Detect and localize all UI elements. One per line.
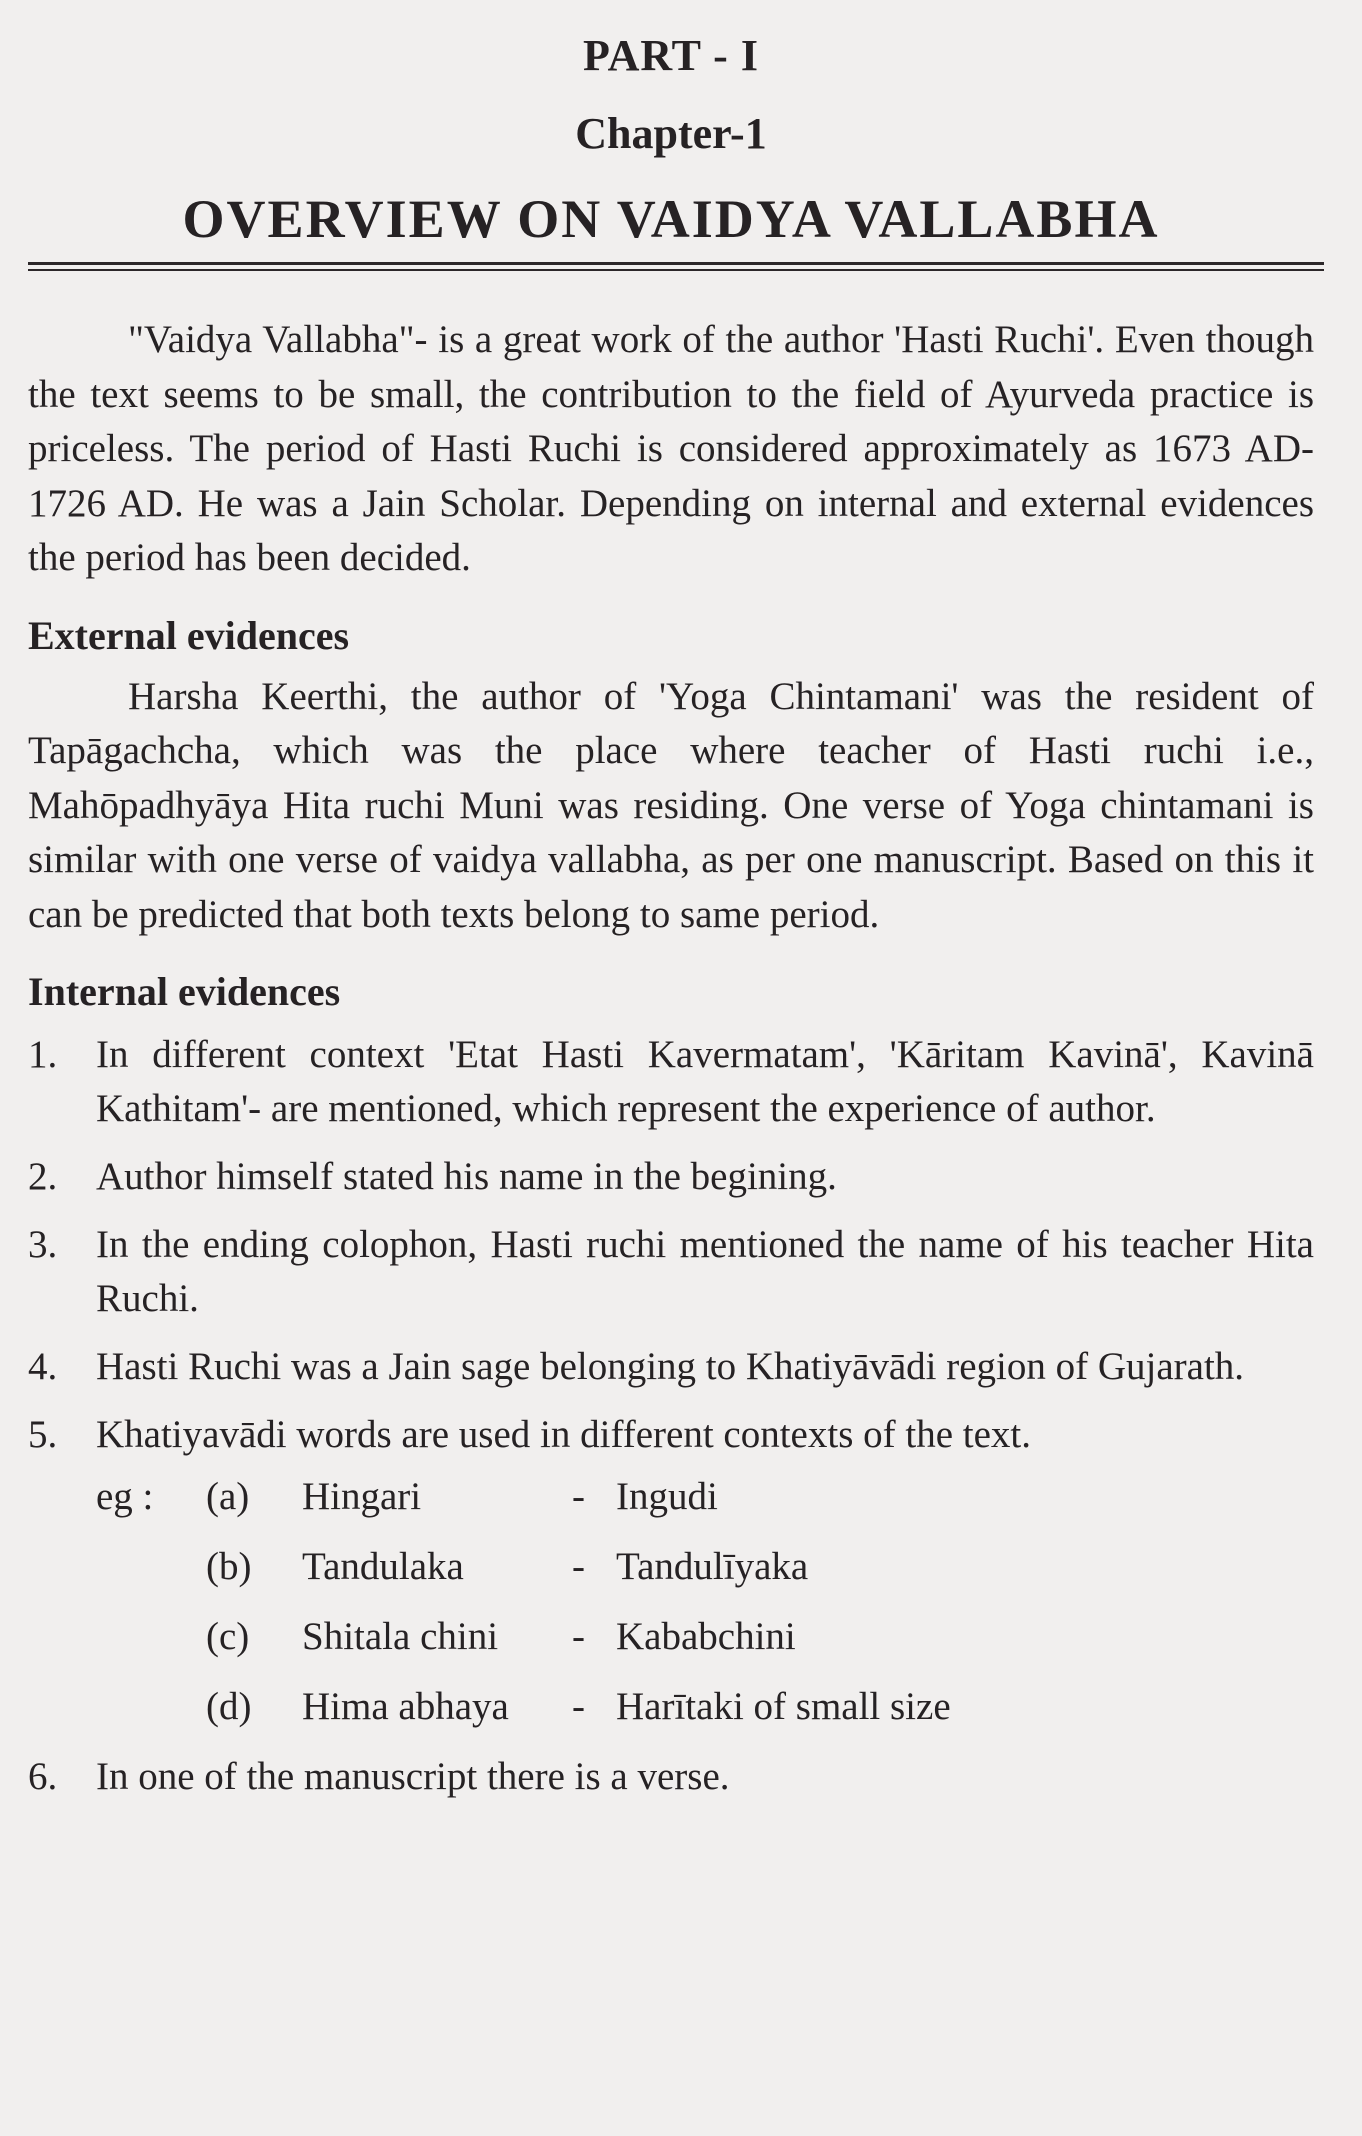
example-meaning: Harītaki of small size xyxy=(616,1685,951,1728)
title-double-rule xyxy=(28,262,1324,271)
chapter-heading: Chapter-1 xyxy=(575,109,767,158)
list-item-number: 5. xyxy=(28,1413,58,1456)
list-item xyxy=(28,1408,1314,1462)
list-item xyxy=(28,1150,1314,1204)
examples-table xyxy=(96,1470,1314,1734)
example-term: Hingari xyxy=(302,1475,422,1518)
list-item-text: In the ending colophon, Hasti ruchi mentioned the name of his teacher Hita Ruchi. xyxy=(96,1223,1314,1320)
list-item-number: 4. xyxy=(28,1345,58,1388)
example-lead: eg : xyxy=(96,1475,154,1518)
list-item-text: Khatiyavādi words are used in different contexts of the text. xyxy=(96,1413,1031,1456)
example-separator: - xyxy=(572,1545,585,1588)
list-item-text: Hasti Ruchi was a Jain sage belonging to Khatiyāvādi region of Gujarath. xyxy=(96,1345,1245,1388)
example-separator: - xyxy=(572,1615,585,1658)
internal-evidences-heading: Internal evidences xyxy=(28,969,341,1014)
list-item-number: 2. xyxy=(28,1155,58,1198)
list-item-number: 6. xyxy=(28,1755,58,1798)
part-heading: PART - I xyxy=(583,31,759,80)
example-label: (a) xyxy=(206,1475,250,1518)
list-item-text: Author himself stated his name in the begining. xyxy=(96,1155,837,1198)
external-evidences-paragraph: Harsha Keerthi, the author of 'Yoga Chintamani' was the resident of Tapāgachcha, which was the place where teacher of Hasti ruchi i.e., Mahōpadhyāya Hita ruchi Muni was residing. One verse of Yoga chintamani is similar with one verse of vaidya vallabha, as per one manuscript. Based on this it can be predicted that both texts belong to same period. xyxy=(28,674,1314,936)
internal-evidences-list xyxy=(28,1028,1314,1804)
example-row xyxy=(96,1610,1314,1664)
example-separator: - xyxy=(572,1685,585,1728)
page-title: OVERVIEW ON VAIDYA VALLABHA xyxy=(182,189,1160,249)
example-meaning: Kababchini xyxy=(616,1615,796,1658)
list-item xyxy=(28,1218,1314,1326)
list-item-text: In different context 'Etat Hasti Kavermatam', 'Kāritam Kavinā', Kavinā Kathitam'- are mentioned, which represent the experience of author. xyxy=(96,1033,1314,1130)
example-term: Hima abhaya xyxy=(302,1685,509,1728)
external-evidences-heading: External evidences xyxy=(28,612,350,658)
list-item-text: In one of the manuscript there is a verse. xyxy=(96,1755,730,1798)
example-row xyxy=(96,1680,1314,1734)
example-term: Shitala chini xyxy=(302,1615,499,1658)
example-label: (d) xyxy=(206,1685,252,1728)
example-separator: - xyxy=(572,1475,585,1518)
list-item-number: 3. xyxy=(28,1223,58,1266)
example-label: (c) xyxy=(206,1615,250,1658)
example-row xyxy=(96,1470,1314,1524)
example-meaning: Tandulīyaka xyxy=(616,1545,809,1588)
list-item xyxy=(28,1028,1314,1136)
example-meaning: Ingudi xyxy=(616,1475,718,1518)
example-label: (b) xyxy=(206,1545,252,1588)
example-row xyxy=(96,1540,1314,1594)
list-item-number: 1. xyxy=(28,1033,58,1076)
example-term: Tandulaka xyxy=(302,1545,464,1588)
list-item xyxy=(28,1750,1314,1804)
list-item xyxy=(28,1340,1314,1394)
intro-paragraph: "Vaidya Vallabha"- is a great work of the author 'Hasti Ruchi'. Even though the text seems to be small, the contribution to the field of Ayurveda practice is priceless. The period of Hasti Ruchi is considered approximately as 1673 AD-1726 AD. He was a Jain Scholar. Depending on internal and external evidences the period has been decided. xyxy=(28,318,1314,579)
